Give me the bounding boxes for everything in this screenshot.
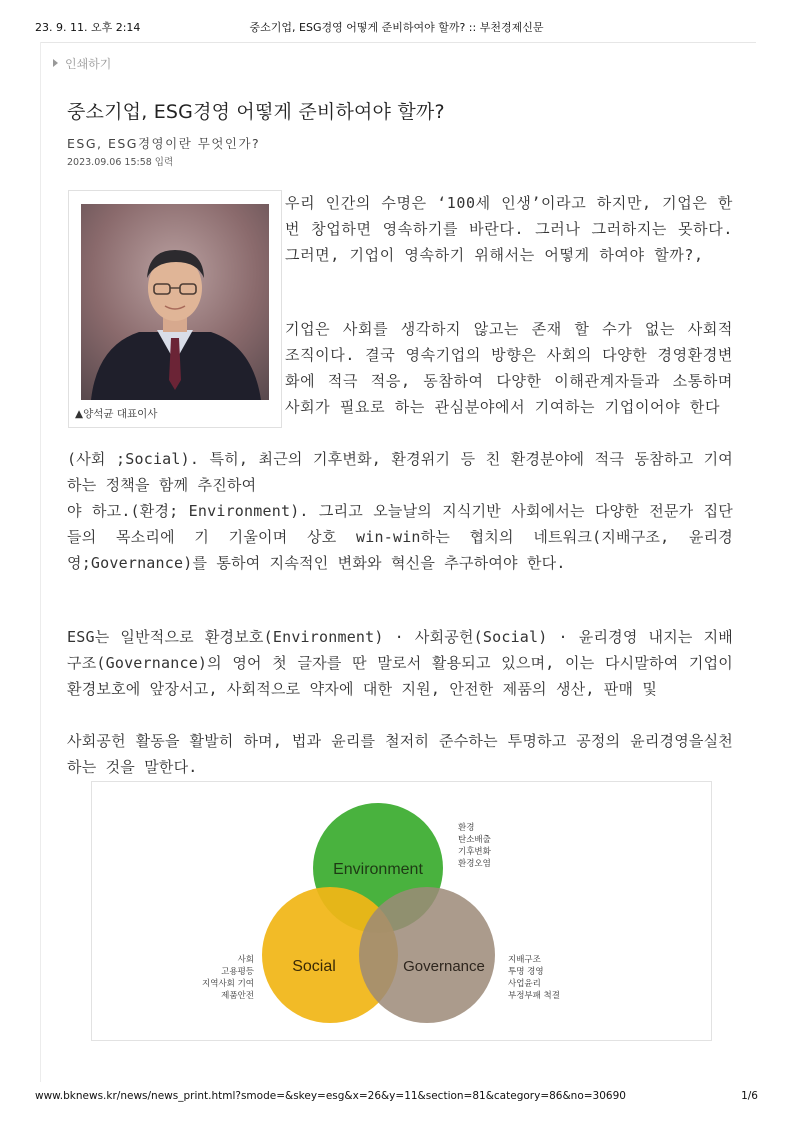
article-paragraph-3: 야 하고.(환경; Environment). 그리고 오늘날의 지식기반 사회에서는 다양한 전문가 집단들의 목소리에 기 기울이며 상호 win-win하는 협치의 네트워크(지배구조, 윤리경영;Governance)를 통하여 지속적인 변화와 혁신을 추구하여야 한다. — [67, 502, 733, 572]
print-doc-title: 중소기업, ESG경영 어떻게 준비하여야 할까? :: 부천경제신문 — [249, 21, 544, 34]
photo-caption: ▲양석균 대표이사 — [75, 408, 158, 420]
social-note: 고용평등 — [221, 967, 254, 977]
print-url: www.bknews.kr/news/news_print.html?smode=&skey=esg&x=26&y=11&section=81&category=86&no=30690 — [35, 1090, 626, 1102]
governance-note: 투명 경영 — [508, 967, 544, 977]
frame-border-top — [40, 42, 756, 43]
social-note: 제품안전 — [221, 991, 254, 1001]
article-subtitle: ESG, ESG경영이란 무엇인가? — [67, 136, 261, 151]
article-timestamp: 2023.09.06 15:58 입력 — [67, 157, 174, 168]
governance-circle — [359, 887, 495, 1023]
photo-figure — [68, 190, 282, 428]
social-note: 사회 — [237, 955, 254, 965]
esg-diagram — [91, 781, 712, 1041]
governance-note: 부정부패 척결 — [508, 991, 560, 1001]
esg-venn-svg — [92, 782, 711, 1040]
environment-label: Environment — [333, 861, 423, 878]
frame-border-left — [40, 42, 41, 1082]
environment-note: 탄소배출 — [458, 835, 491, 845]
page-number: 1/6 — [741, 1090, 758, 1102]
print-datetime: 23. 9. 11. 오후 2:14 — [35, 21, 141, 34]
environment-notes — [458, 822, 492, 869]
governance-note: 사업윤리 — [508, 979, 541, 989]
social-note: 지역사회 기여 — [202, 979, 254, 989]
article-paragraph-1: 우리 인간의 수명은 ‘100세 인생’이라고 하지만, 기업은 한번 창업하면 영속하기를 바란다. 그러나 그러하지는 못하다. 그러면, 기업이 영속하기 위해서는 어떻게 하여야 할까?, — [285, 194, 733, 264]
environment-note: 기후변화 — [458, 847, 491, 857]
article-paragraph-4: ESG는 일반적으로 환경보호(Environment) · 사회공헌(Social) · 윤리경영 내지는 지배구조(Governance)의 영어 첫 글자를 딴 말로서 활용되고 있으며, 이는 다시말하여 기업이 환경보호에 앞장서고, 사회적으로 약자에 대한 지원, 안전한 제품의 생산, 판매 및 — [67, 628, 733, 698]
print-button[interactable] — [53, 55, 111, 72]
governance-notes — [508, 954, 560, 1001]
print-footer — [35, 1090, 758, 1104]
portrait-photo — [81, 204, 269, 400]
article-paragraph-2-continued: (사회 ;Social). 특히, 최근의 기후변화, 환경위기 등 친 환경분야에 적극 동참하고 기여하는 정책을 함께 추진하여 — [67, 450, 733, 494]
environment-note: 환경 — [458, 823, 475, 833]
governance-label: Governance — [403, 958, 485, 975]
play-arrow-icon — [53, 59, 58, 67]
print-header — [35, 19, 758, 35]
article-paragraph-2: 기업은 사회를 생각하지 않고는 존재 할 수가 없는 사회적 조직이다. 결국 영속기업의 방향은 사회의 다양한 경영환경변화에 적극 적응, 동참하여 다양한 이해관계자들과 소통하며 사회가 필요로 하는 관심분야에서 기여하는 기업이어야 한다 — [285, 320, 733, 416]
social-label: Social — [292, 958, 336, 975]
article-headline: 중소기업, ESG경영 어떻게 준비하여야 할까? — [67, 101, 445, 123]
governance-note: 지배구조 — [508, 955, 541, 965]
article-paragraph-5: 사회공헌 활동을 활발히 하며, 법과 윤리를 철저히 준수하는 투명하고 공정의 윤리경영을실천하는 것을 말한다. — [67, 732, 733, 776]
print-button-label: 인쇄하기 — [65, 57, 112, 71]
environment-note: 환경오염 — [458, 859, 491, 869]
social-notes — [202, 954, 255, 1001]
